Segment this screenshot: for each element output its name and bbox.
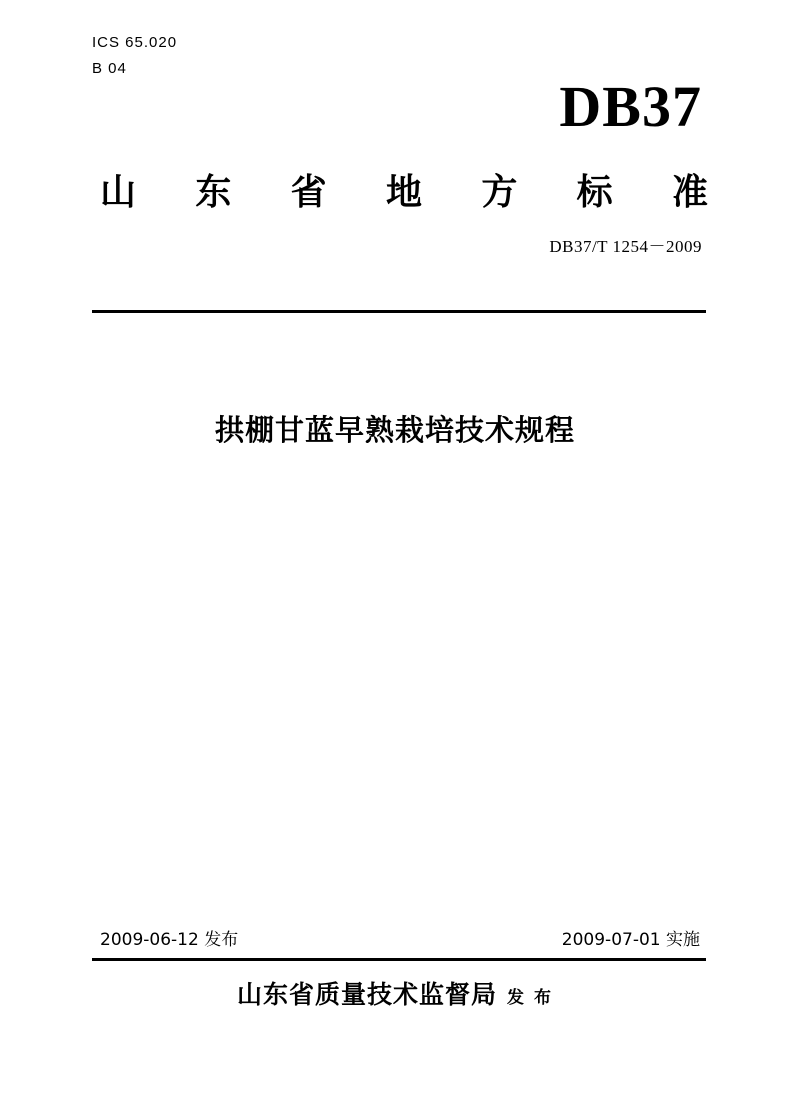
footer-divider — [92, 958, 706, 961]
classification-code: B 04 — [92, 60, 127, 77]
ics-code: ICS 65.020 — [92, 34, 178, 51]
standard-title-char-3: 地 — [385, 172, 422, 213]
standard-title-char-6: 准 — [671, 172, 708, 213]
standard-number: DB37/T 1254－2009 — [549, 237, 702, 256]
header-divider — [92, 310, 706, 313]
ics-block — [92, 30, 177, 82]
standard-title-char-1: 东 — [195, 172, 232, 213]
publisher-name: 山东省质量技术监督局 — [237, 980, 498, 1009]
issue-date: 2009-06-12 发布 — [100, 930, 239, 950]
publisher-line — [0, 975, 790, 1011]
dates-row — [100, 925, 700, 950]
publisher-action: 发 布 — [507, 988, 553, 1008]
standard-title-char-5: 标 — [576, 172, 613, 213]
standard-title-char-4: 方 — [481, 172, 518, 213]
implement-date: 2009-07-01 实施 — [561, 930, 700, 950]
standard-title-char-2: 省 — [290, 172, 327, 213]
document-title: 拱棚甘蓝早熟栽培技术规程 — [214, 413, 575, 447]
standard-title — [100, 172, 708, 213]
standard-mark: DB37 — [559, 74, 702, 139]
standard-title-char-0: 山 — [100, 172, 137, 213]
